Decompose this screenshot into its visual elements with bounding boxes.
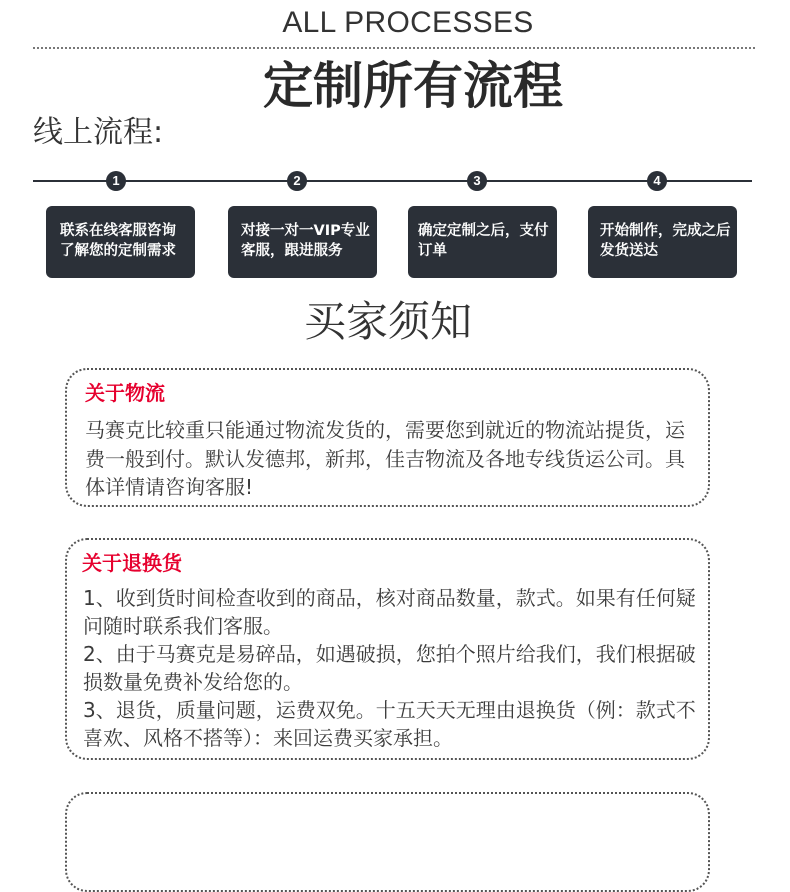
notice-line: 损数量免费补发给您的。 [83,670,303,694]
notice-section-returns [65,538,710,760]
step-card-text: 订单 [418,243,447,259]
notice-section-partial [65,792,710,892]
notice-title: 买家须知 [303,297,472,346]
process-timeline [33,180,752,182]
notice-line: 3、退货，质量问题，运费双免。十五天天无理由退换货（例：款式不 [83,698,696,722]
step-card-text: 联系在线客服咨询 [60,223,176,239]
step-card-2 [228,206,377,278]
step-card-1 [46,206,195,278]
notice-line: 马赛克比较重只能通过物流发货的，需要您到就近的物流站提货，运 [85,418,685,442]
step-card-4 [588,206,737,278]
notice-line: 体详情请咨询客服! [85,475,254,499]
step-card-text: 发货送达 [600,243,658,259]
step-number-1: 1 [106,171,126,191]
notice-heading: 关于物流 [85,381,165,405]
dotted-divider [33,47,755,49]
notice-body [83,584,696,752]
step-number-3: 3 [467,171,487,191]
notice-heading: 关于退换货 [82,551,182,575]
step-card-3 [408,206,557,278]
step-card-text: 了解您的定制需求 [60,243,176,259]
step-card-text: 对接一对一VIP专业 [241,223,370,239]
step-number-4: 4 [647,171,667,191]
notice-body [85,416,685,502]
step-card-text: 客服，跟进服务 [241,243,343,259]
notice-section-logistics [65,368,710,507]
page-title-english: ALL PROCESSES [282,6,534,39]
notice-line: 费一般到付。默认发德邦，新邦，佳吉物流及各地专线货运公司。具 [85,446,685,471]
page-title-chinese: 定制所有流程 [263,57,563,115]
notice-line: 喜欢、风格不搭等）：来回运费买家承担。 [83,726,453,750]
step-number-2: 2 [287,171,307,191]
notice-line: 1、收到货时间检查收到的商品，核对商品数量，款式。如果有任何疑 [83,586,696,610]
notice-line: 问随时联系我们客服。 [83,614,283,638]
step-card-text: 确定定制之后，支付 [418,223,549,239]
step-card-text: 开始制作，完成之后 [600,223,731,239]
online-process-label: 线上流程: [33,115,164,150]
notice-line: 2、由于马赛克是易碎品，如遇破损，您拍个照片给我们，我们根据破 [83,642,696,666]
